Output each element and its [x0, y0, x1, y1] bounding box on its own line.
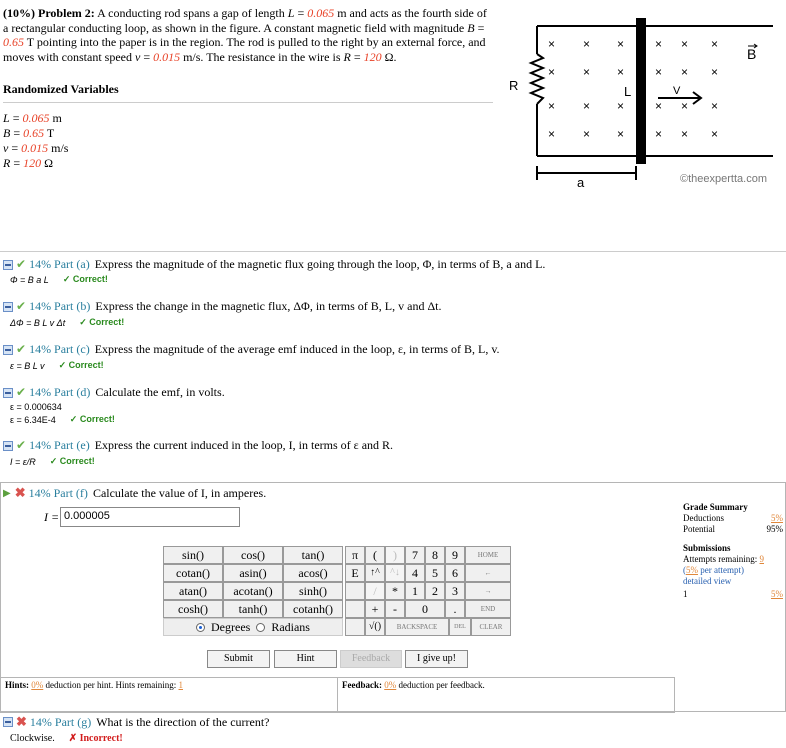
part-question: Express the change in the magnetic flux, ΔΦ, in terms of B, L, v and Δt.: [95, 299, 442, 313]
part-question: What is the direction of the current?: [96, 714, 270, 729]
grade-title: Grade Summary: [683, 502, 748, 512]
part-d-header[interactable]: [3, 385, 225, 400]
pi-button[interactable]: π: [345, 546, 365, 564]
value-L: 0.065: [307, 6, 335, 20]
lparen-button[interactable]: (: [365, 546, 385, 564]
correct-badge: ✓ Correct!: [69, 414, 115, 424]
degrees-label: Degrees: [211, 619, 251, 634]
svg-text:×: ×: [617, 127, 625, 141]
hint-deduction: 0%: [31, 680, 44, 690]
submissions-title: Submissions: [683, 543, 731, 553]
part-label: 14% Part (a): [29, 257, 90, 271]
label-v: V: [673, 85, 681, 97]
right-arrow-button[interactable]: →: [465, 582, 511, 600]
incorrect-badge: ✗ Incorrect!: [68, 733, 123, 744]
hints-label: Hints:: [5, 680, 30, 690]
digit-5-button[interactable]: 5: [425, 564, 445, 582]
cotan-button[interactable]: cotan(): [163, 564, 223, 582]
feedback-panel: Feedback: 0% deduction per feedback.: [337, 677, 675, 713]
part-c-header[interactable]: [3, 342, 500, 357]
check-icon: ✔: [16, 385, 27, 399]
collapse-icon[interactable]: [3, 260, 13, 270]
deductions-value: 5%: [771, 513, 783, 523]
svg-text:×: ×: [583, 99, 591, 113]
radians-radio[interactable]: [256, 623, 265, 632]
minus-button[interactable]: -: [385, 600, 405, 618]
problem-text: A conducting rod spans a gap of length: [97, 6, 288, 20]
x-icon: ✖: [16, 714, 27, 729]
svg-text:×: ×: [583, 37, 591, 51]
svg-text:×: ×: [655, 37, 663, 51]
e-button[interactable]: E: [345, 564, 365, 582]
radians-label: Radians: [271, 619, 310, 634]
grade-summary: Grade Summary Deductions 5% Potential 95% Submissions Attempts remaining: 9 (5% per attempt) detailed view 1 5%: [683, 502, 783, 599]
sin-button[interactable]: sin(): [163, 546, 223, 564]
svg-text:×: ×: [681, 65, 689, 79]
hint-button[interactable]: Hint: [274, 650, 337, 668]
part-f-header[interactable]: [3, 485, 266, 501]
submit-button[interactable]: Submit: [207, 650, 270, 668]
collapse-icon[interactable]: [3, 717, 13, 727]
part-label: 14% Part (f): [28, 485, 88, 500]
digit-4-button[interactable]: 4: [405, 564, 425, 582]
angle-mode: [163, 618, 343, 636]
part-label: 14% Part (c): [29, 342, 90, 356]
acos-button[interactable]: acos(): [283, 564, 343, 582]
tan-button[interactable]: tan(): [283, 546, 343, 564]
atan-button[interactable]: atan(): [163, 582, 223, 600]
home-button[interactable]: HOME: [465, 546, 511, 564]
del-button[interactable]: DEL: [449, 618, 471, 636]
svg-text:×: ×: [617, 37, 625, 51]
star-button[interactable]: *: [385, 582, 405, 600]
digit-0-button[interactable]: 0: [405, 600, 445, 618]
feedback-button[interactable]: Feedback: [340, 650, 402, 668]
cos-button[interactable]: cos(): [223, 546, 283, 564]
svg-text:×: ×: [617, 99, 625, 113]
svg-text:×: ×: [548, 127, 556, 141]
problem-text: T pointing into the paper is in the region. The rod is pulled to the right by an external force, and moves with constant speed: [3, 35, 486, 64]
digit-8-button[interactable]: 8: [425, 546, 445, 564]
x-icon: ✖: [14, 485, 26, 500]
blank-key: [345, 618, 365, 636]
part-e-header[interactable]: [3, 438, 393, 453]
svg-text:×: ×: [655, 99, 663, 113]
divider: [0, 251, 786, 252]
sqrt-button[interactable]: √(): [365, 618, 385, 636]
slash-button[interactable]: /: [365, 582, 385, 600]
correct-badge: ✓ Correct!: [49, 456, 95, 466]
part-question: Calculate the value of I, in amperes.: [92, 485, 267, 500]
give-up-button[interactable]: I give up!: [405, 650, 468, 668]
part-a-answer: Φ = B a L ✓ Correct!: [10, 274, 108, 285]
part-label: 14% Part (e): [29, 438, 90, 452]
correct-badge: ✓ Correct!: [58, 360, 104, 370]
credit: ©theexpertta.com: [680, 173, 767, 185]
dot-button[interactable]: .: [445, 600, 465, 618]
rparen-button[interactable]: ): [385, 546, 405, 564]
svg-text:×: ×: [655, 127, 663, 141]
part-c-answer: ε = B L v ✓ Correct!: [10, 360, 104, 371]
play-icon: ▶: [3, 487, 11, 499]
power-alt-button[interactable]: ^↓: [385, 564, 405, 582]
part-g-header[interactable]: [3, 714, 270, 730]
degrees-radio[interactable]: [196, 623, 205, 632]
end-button[interactable]: END: [465, 600, 511, 618]
part-g-answer: Clockwise. ✗ Incorrect!: [10, 733, 123, 744]
randomized-variables-title: Randomized Variables: [3, 82, 119, 96]
value-B: 0.65: [3, 35, 24, 49]
label-R: R: [509, 78, 519, 93]
collapse-icon[interactable]: [3, 302, 13, 312]
answer-input[interactable]: 0.000005: [60, 507, 240, 527]
rv-v: v = 0.015 m/s: [3, 141, 69, 155]
part-label: 14% Part (b): [29, 299, 91, 313]
var-L: L: [287, 6, 295, 20]
digit-7-button[interactable]: 7: [405, 546, 425, 564]
svg-text:×: ×: [548, 99, 556, 113]
problem-header: (10%) Problem 2:: [3, 6, 95, 20]
check-icon: ✔: [16, 438, 27, 452]
part-question: Express the magnitude of the magnetic flux going through the loop, Φ, in terms of B, a and L.: [94, 257, 546, 271]
collapse-icon[interactable]: [3, 345, 13, 355]
part-b-answer: ΔΦ = B L v Δt ✓ Correct!: [10, 317, 125, 328]
part-b-header[interactable]: [3, 299, 442, 314]
divider: [3, 102, 493, 103]
feedback-label: Feedback:: [342, 680, 382, 690]
attempts-remaining: 9: [759, 554, 764, 564]
part-question: Express the magnitude of the average emf induced in the loop, ε, in terms of B, L, v.: [94, 342, 500, 356]
value-R: 120: [363, 49, 382, 64]
digit-9-button[interactable]: 9: [445, 546, 465, 564]
var-R: R: [343, 49, 351, 64]
part-label: 14% Part (g): [29, 714, 92, 729]
problem-text: m and acts as the fourth side of a rectangular conducting loop, as shown in the figure. A constant magnetic field with magnitude: [3, 6, 487, 35]
plus-button[interactable]: +: [365, 600, 385, 618]
detailed-view-link[interactable]: detailed view: [683, 576, 732, 586]
svg-text:×: ×: [681, 37, 689, 51]
sinh-button[interactable]: sinh(): [283, 582, 343, 600]
rv-L: L = 0.065 m: [3, 111, 62, 125]
check-icon: ✔: [16, 257, 27, 271]
svg-text:×: ×: [655, 65, 663, 79]
part-e-answer: I = ε/R ✓ Correct!: [10, 456, 95, 467]
asin-button[interactable]: asin(): [223, 564, 283, 582]
rv-B: B = 0.65 T: [3, 126, 55, 140]
feedback-deduction: 0%: [384, 680, 397, 690]
cotanh-button[interactable]: cotanh(): [283, 600, 343, 618]
label-a: a: [577, 175, 585, 190]
svg-text:×: ×: [711, 65, 719, 79]
svg-text:×: ×: [711, 99, 719, 113]
potential-value: 95%: [766, 524, 783, 534]
acotan-button[interactable]: acotan(): [223, 582, 283, 600]
svg-text:×: ×: [681, 127, 689, 141]
svg-text:×: ×: [583, 127, 591, 141]
part-d-answer-2: ε = 6.34E-4 ✓ Correct!: [10, 414, 115, 425]
check-icon: ✔: [16, 299, 27, 313]
svg-text:×: ×: [711, 37, 719, 51]
digit-6-button[interactable]: 6: [445, 564, 465, 582]
var-B: B: [467, 20, 475, 35]
submission-deduction: 5%: [771, 589, 783, 599]
correct-badge: ✓ Correct!: [62, 274, 108, 284]
svg-text:×: ×: [681, 99, 689, 113]
problem-text: m/s. The resistance in the wire is: [180, 49, 344, 64]
part-question: Express the current induced in the loop, I, in terms of ε and R.: [94, 438, 394, 452]
svg-text:×: ×: [548, 65, 556, 79]
digit-1-button[interactable]: 1: [405, 582, 425, 600]
problem-figure: [505, 6, 785, 192]
collapse-icon[interactable]: [3, 388, 13, 398]
var-v: v: [134, 49, 141, 64]
clear-button[interactable]: CLEAR: [471, 618, 511, 636]
digit-2-button[interactable]: 2: [425, 582, 445, 600]
collapse-icon[interactable]: [3, 441, 13, 451]
part-question: Calculate the emf, in volts.: [95, 385, 225, 399]
svg-text:×: ×: [583, 65, 591, 79]
problem-text: Ω.: [381, 49, 397, 64]
answer-var-label: I =: [44, 510, 60, 524]
svg-text:×: ×: [617, 65, 625, 79]
label-B: B: [747, 46, 757, 62]
blank-key: [345, 600, 365, 618]
label-L: L: [624, 84, 632, 99]
svg-text:×: ×: [711, 127, 719, 141]
rv-R: R = 120 Ω: [3, 156, 54, 170]
power-button[interactable]: ↑^: [365, 564, 385, 582]
left-arrow-button[interactable]: ←: [465, 564, 511, 582]
value-v: 0.015: [153, 49, 181, 64]
tanh-button[interactable]: tanh(): [223, 600, 283, 618]
svg-text:×: ×: [548, 37, 556, 51]
blank-key: [345, 582, 365, 600]
hints-remaining: 1: [178, 680, 183, 690]
backspace-button[interactable]: BACKSPACE: [385, 618, 449, 636]
check-icon: ✔: [16, 342, 27, 356]
part-label: 14% Part (d): [29, 385, 91, 399]
digit-3-button[interactable]: 3: [445, 582, 465, 600]
part-a-header[interactable]: [3, 257, 545, 272]
cosh-button[interactable]: cosh(): [163, 600, 223, 618]
problem-statement: (10%) Problem 2: A conducting rod spans a gap of length L = 0.065 m and acts as the fourth side of a rectangular conducting loop, as shown in the figure. A constant magnetic field with magnitude B = 0.65 T pointing into the paper is in the region. The rod is pulled to the right by an external force, and moves with constant speed v = 0.015 m/s. The resistance in the wire is R = 120 Ω.: [3, 6, 487, 64]
hints-panel: Hints: 0% deduction per hint. Hints remaining: 1: [0, 677, 338, 713]
part-d-answer-1: ε = 0.000634: [10, 402, 62, 412]
correct-badge: ✓ Correct!: [79, 317, 125, 327]
